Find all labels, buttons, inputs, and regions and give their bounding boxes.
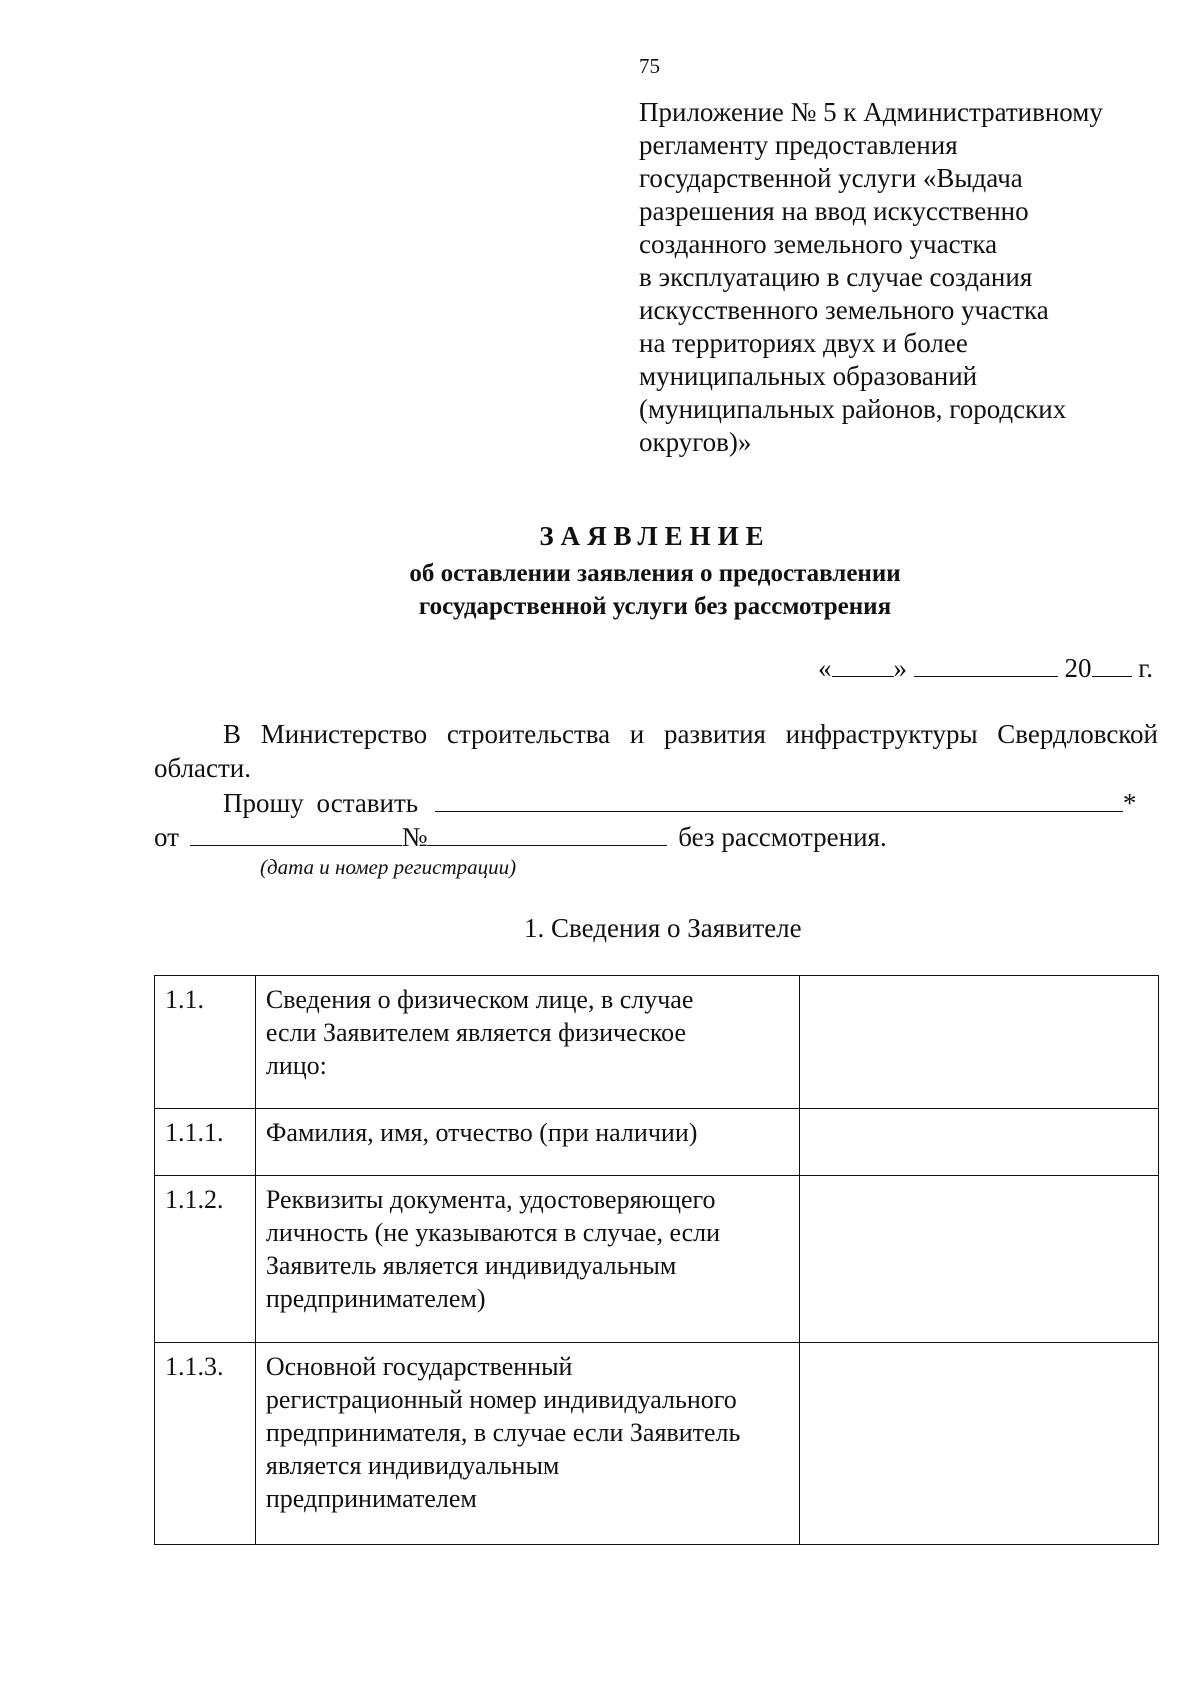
description-line: личность (не указываются в случае, если: [265, 1218, 721, 1247]
request-line: [223, 787, 1136, 819]
appendix-line: созданного земельного участка: [639, 229, 998, 259]
table-row: [155, 976, 1159, 1109]
document-subtitle: [0, 557, 1200, 623]
table-row: [155, 1176, 1159, 1343]
appendix-line: Приложение № 5 к Административному: [639, 97, 1103, 127]
row-number: 1.1.2.: [155, 1176, 256, 1343]
appendix-line: в эксплуатацию в случае создания: [639, 262, 1033, 292]
row-value-cell[interactable]: [800, 1109, 1159, 1176]
date-close-quote: »: [893, 653, 907, 683]
description-line: является индивидуальным: [265, 1451, 560, 1480]
appendix-line: (муниципальных районов, городских: [639, 394, 1067, 424]
appendix-line: муниципальных образований: [639, 361, 978, 391]
from-label: от: [154, 822, 179, 852]
appendix-line: государственной услуги «Выдача: [639, 163, 1023, 193]
request-label: Прошу оставить: [223, 788, 419, 818]
description-line: Основной государственный: [265, 1352, 573, 1381]
registration-hint: (дата и номер регистрации): [260, 855, 517, 879]
section-heading: 1. Сведения о Заявителе: [524, 913, 802, 943]
appendix-line: регламенту предоставления: [639, 130, 958, 160]
description-line: предпринимателем: [265, 1484, 477, 1513]
addressee-line-continued: области.: [154, 753, 252, 783]
document-title: ЗАЯВЛЕНИЕ: [539, 521, 771, 551]
registration-date-blank[interactable]: [190, 821, 402, 846]
description-line: Реквизиты документа, удостоверяющего: [265, 1185, 716, 1214]
row-number: 1.1.: [155, 976, 256, 1109]
application-blank[interactable]: [435, 787, 1123, 812]
subtitle-line: государственной услуги без рассмотрения: [418, 593, 892, 620]
appendix-line: искусственного земельного участка: [639, 295, 1049, 325]
year-prefix: 20: [1064, 653, 1092, 683]
row-value-cell[interactable]: [800, 1176, 1159, 1343]
page-number: 75: [639, 54, 660, 78]
subtitle-line: об оставлении заявления о предоставлении: [409, 560, 901, 587]
row-value-cell[interactable]: [800, 1343, 1159, 1545]
registration-line: [154, 821, 887, 853]
day-blank[interactable]: [832, 652, 894, 677]
year-suffix: г.: [1138, 653, 1154, 683]
request-tail: без рассмотрения.: [678, 822, 887, 852]
description-line: предпринимателем): [265, 1284, 486, 1313]
table-row: [155, 1109, 1159, 1176]
date-line: [818, 652, 1153, 684]
asterisk: *: [1122, 788, 1137, 818]
row-description: [255, 1109, 799, 1176]
description-line: регистрационный номер индивидуального: [265, 1385, 737, 1414]
appendix-header: [639, 96, 1179, 459]
description-line: предпринимателя, в случае если Заявитель: [265, 1418, 741, 1447]
appendix-line: на территориях двух и более: [639, 328, 968, 358]
registration-number-blank[interactable]: [427, 821, 667, 846]
row-value-cell[interactable]: [800, 976, 1159, 1109]
appendix-line: разрешения на ввод искусственно: [639, 196, 1029, 226]
description-line: если Заявителем является физическое: [265, 1018, 687, 1047]
row-description: [255, 1343, 799, 1545]
description-line: лицо:: [265, 1051, 327, 1080]
date-open-quote: «: [818, 653, 832, 683]
row-number: 1.1.3.: [155, 1343, 256, 1545]
appendix-line: округов)»: [639, 427, 752, 457]
row-description: [255, 1176, 799, 1343]
year-blank[interactable]: [1092, 652, 1132, 677]
applicant-info-table: [154, 975, 1159, 1545]
description-line: Фамилия, имя, отчество (при наличии): [265, 1118, 698, 1147]
table-row: [155, 1343, 1159, 1545]
row-description: [255, 976, 799, 1109]
description-line: Заявитель является индивидуальным: [265, 1251, 677, 1280]
row-number: 1.1.1.: [155, 1109, 256, 1176]
month-blank[interactable]: [914, 652, 1058, 677]
description-line: Сведения о физическом лице, в случае: [265, 985, 694, 1014]
number-label: №: [401, 822, 428, 852]
addressee-line: В Министерство строительства и развития инфраструктуры Свердловской: [223, 719, 1158, 749]
